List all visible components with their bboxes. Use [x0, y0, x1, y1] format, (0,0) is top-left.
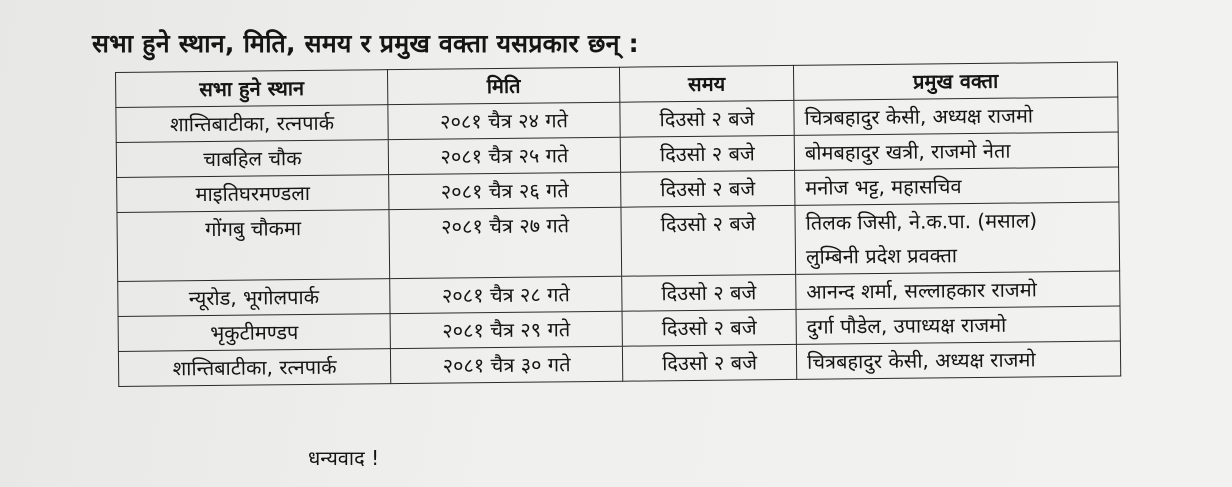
header-speaker: प्रमुख वक्ता: [793, 62, 1117, 100]
time-cell: दिउसो २ बजे: [620, 100, 794, 137]
venue-cell: चाबहिल चौक: [116, 140, 388, 178]
header-time: समय: [619, 65, 793, 102]
speaker-line: बोमबहादुर खत्री, राजमो नेता: [804, 138, 1011, 165]
venue-cell: न्यूरोड, भूगोलपार्क: [118, 279, 390, 317]
speaker-cell: [796, 341, 1120, 379]
date-cell: २०८१ चैत्र २४ गते: [388, 102, 620, 139]
speaker-line: मनोज भट्ट, महासचिव: [805, 174, 962, 200]
venue-cell: भृकुटीमण्डप: [118, 314, 390, 352]
speaker-cell: [795, 202, 1120, 274]
header-date: मिति: [387, 67, 619, 104]
table-row: [117, 202, 1120, 281]
speaker-line: दुर्गा पौडेल, उपाध्यक्ष राजमो: [806, 312, 1007, 339]
header-venue: सभा हुने स्थान: [116, 70, 388, 108]
speaker-cell: [796, 271, 1120, 309]
speaker-cell: [794, 132, 1118, 170]
time-cell: दिउसो २ बजे: [622, 309, 796, 346]
date-cell: २०८१ चैत्र २५ गते: [388, 137, 620, 174]
speaker-line: चित्रबहादुर केसी, अध्यक्ष राजमो: [806, 347, 1036, 374]
schedule-table: [115, 61, 1121, 386]
speaker-line: तिलक जिसी, ने.क.पा. (मसाल): [805, 208, 1038, 235]
speaker-line: लुम्बिनी प्रदेश प्रवक्ता: [805, 243, 958, 269]
date-cell: २०८१ चैत्र २६ गते: [389, 172, 621, 209]
venue-cell: गोंगबु चौकमा: [117, 210, 390, 282]
date-cell: २०८१ चैत्र ३० गते: [390, 346, 622, 383]
speaker-cell: [794, 97, 1118, 135]
date-cell: २०८१ चैत्र २९ गते: [390, 311, 622, 348]
heading: सभा हुने स्थान, मिति, समय र प्रमुख वक्ता यसप्रकार छन् :: [92, 29, 639, 58]
date-cell: २०८१ चैत्र २७ गते: [389, 207, 622, 278]
venue-cell: शान्तिबाटीका, रत्नपार्क: [116, 105, 388, 143]
closing-text: धन्यवाद !: [308, 446, 380, 470]
time-cell: दिउसो २ बजे: [620, 135, 794, 172]
speaker-line: आनन्द शर्मा, सल्लाहकार राजमो: [806, 277, 1037, 304]
time-cell: दिउसो २ बजे: [621, 205, 796, 276]
speaker-cell: [795, 167, 1119, 205]
speaker-cell: [796, 306, 1120, 344]
speaker-line: चित्रबहादुर केसी, अध्यक्ष राजमो: [804, 103, 1034, 130]
time-cell: दिउसो २ बजे: [621, 170, 795, 207]
time-cell: दिउसो २ बजे: [622, 274, 796, 311]
date-cell: २०८१ चैत्र २८ गते: [390, 276, 622, 313]
venue-cell: शान्तिबाटीका, रत्नपार्क: [118, 349, 390, 387]
time-cell: दिउसो २ बजे: [622, 344, 796, 381]
venue-cell: माइतिघरमण्डला: [117, 175, 389, 213]
